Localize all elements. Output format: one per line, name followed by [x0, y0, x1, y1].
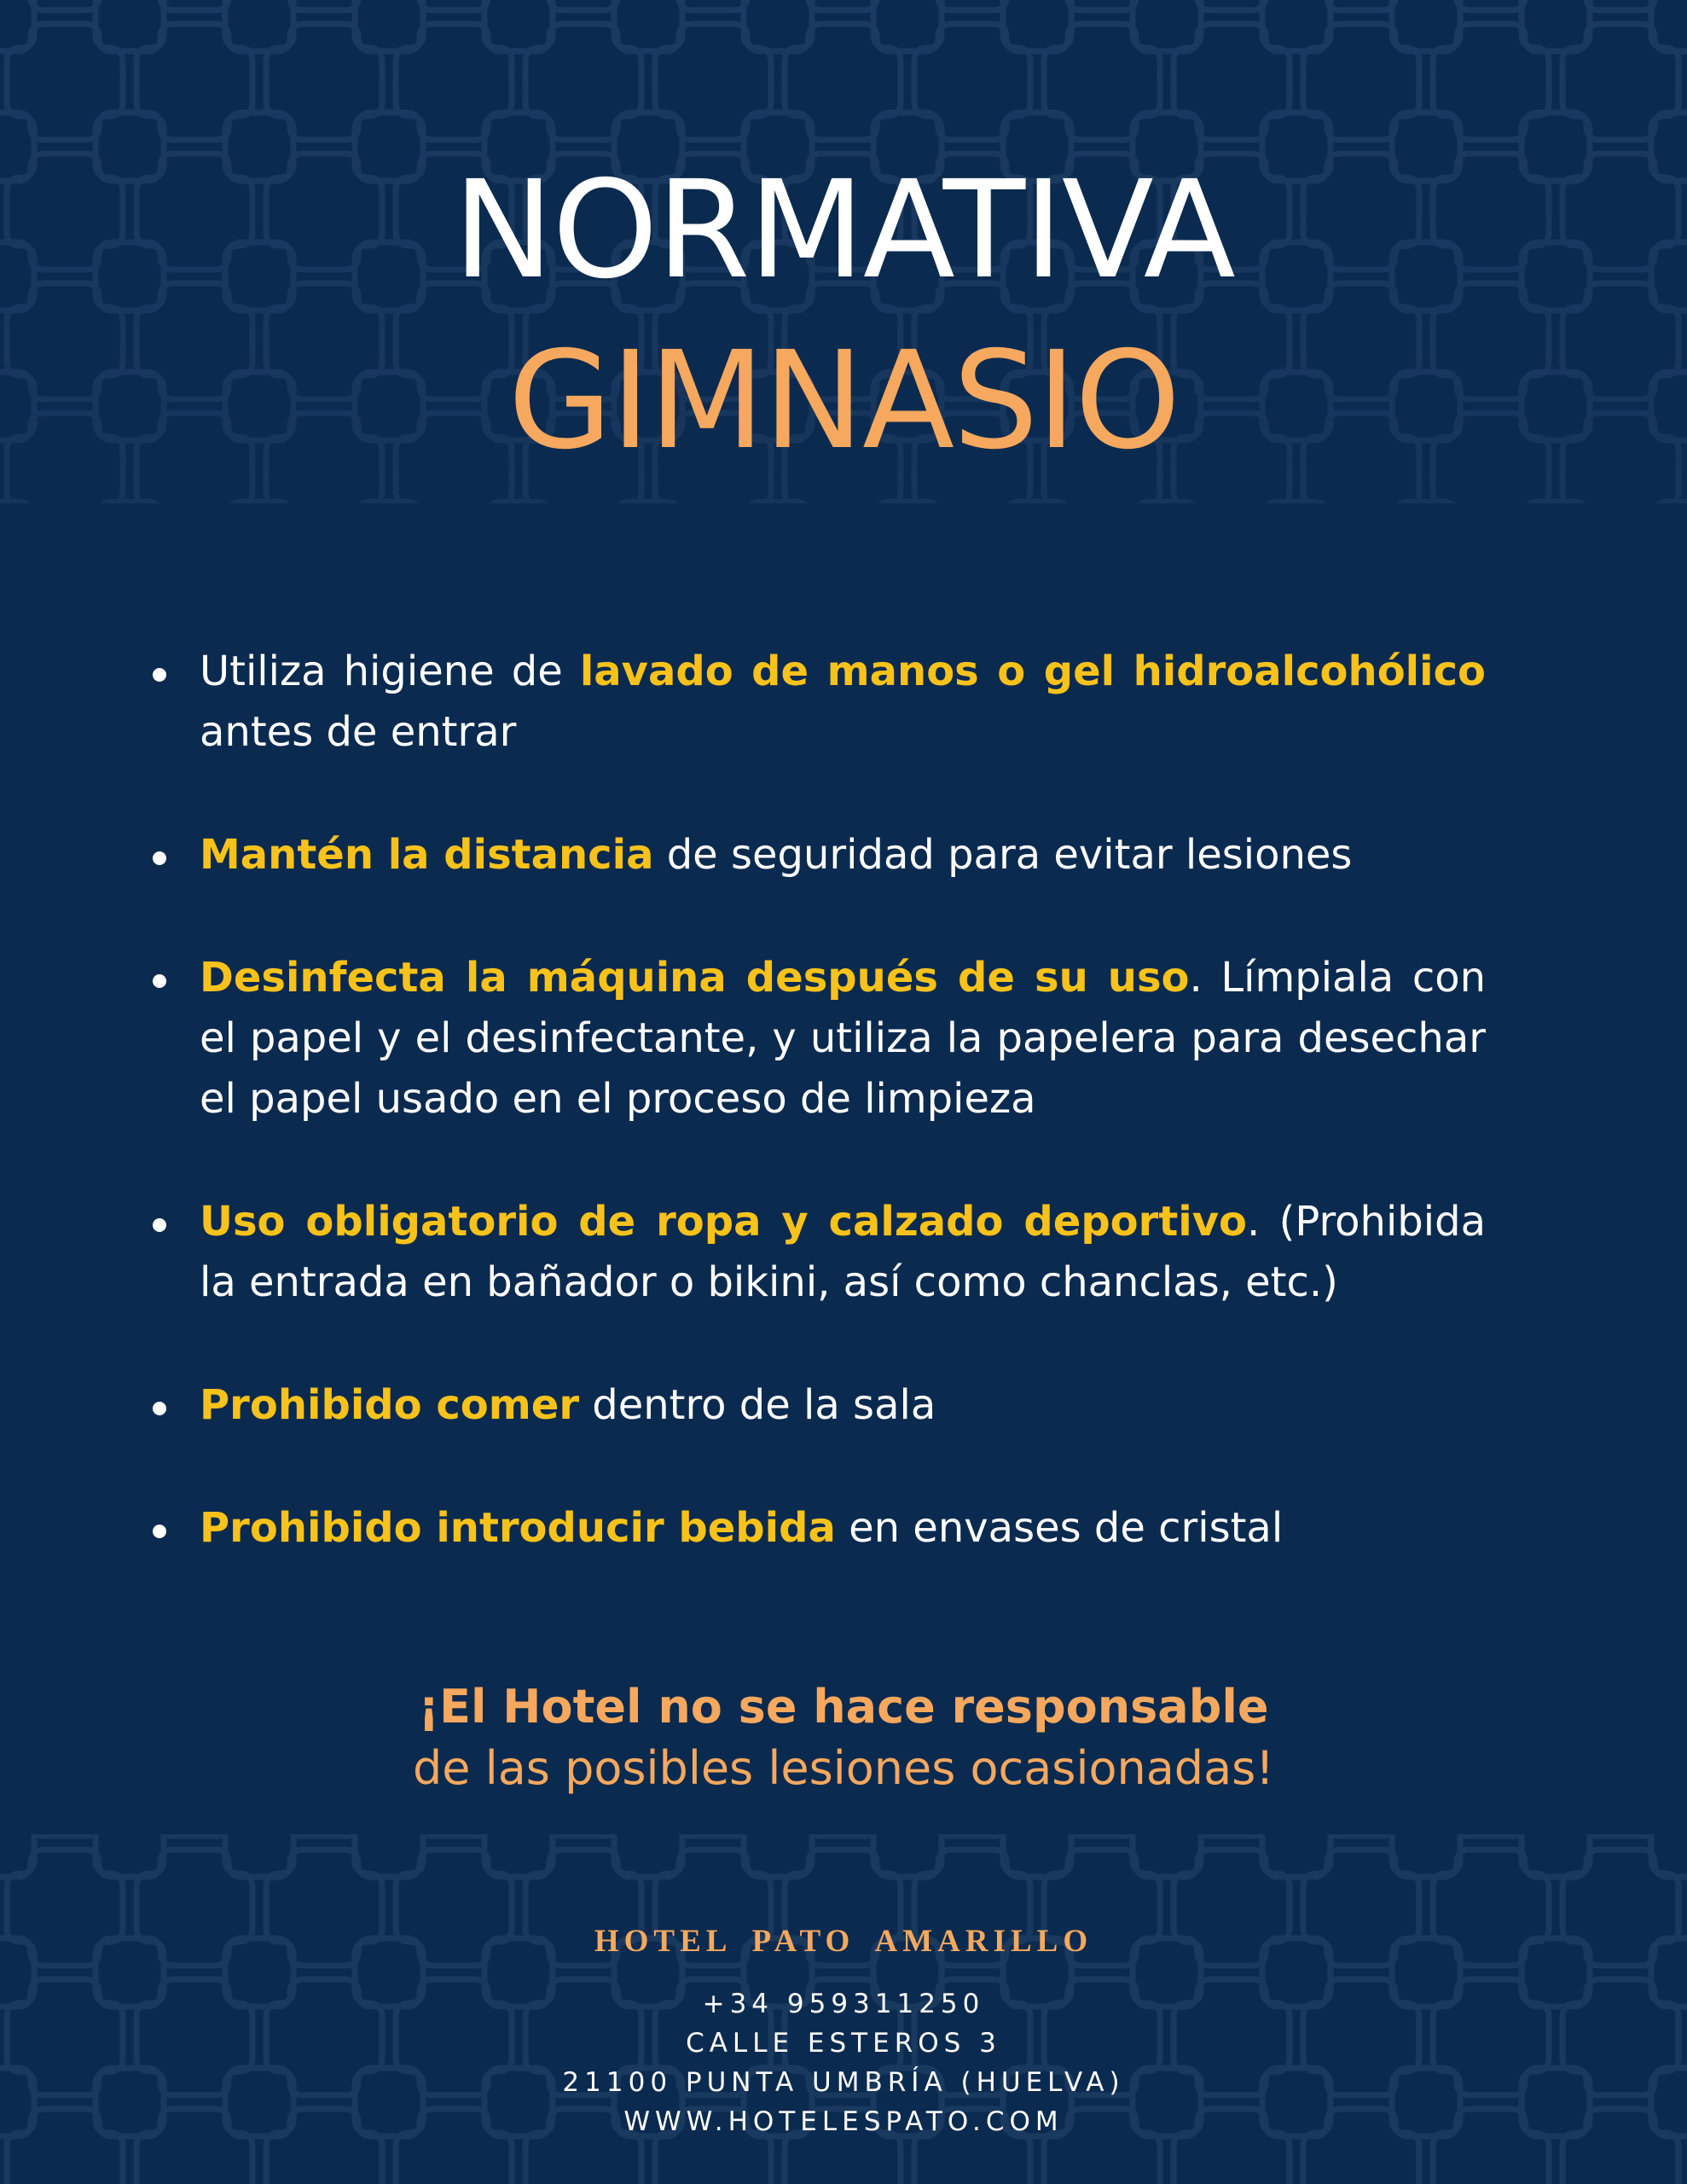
- rule-item-hand-hygiene: [142, 642, 1486, 763]
- rule-highlight: Mantén la distancia: [200, 831, 654, 879]
- page-title: [0, 154, 1687, 495]
- rules-list: [142, 642, 1486, 1621]
- bullet-icon: [153, 974, 166, 988]
- disclaimer: [0, 1676, 1687, 1799]
- rule-text-post: . Límpiala con el papel y el desinfectante, y utiliza la papelera para desechar el papel usado en el proceso de limpieza: [200, 954, 1486, 1123]
- footer: [0, 1918, 1687, 2141]
- rule-text-pre: Utiliza higiene de: [200, 648, 580, 695]
- rule-item-no-glass: [142, 1498, 1486, 1559]
- rule-item-disinfect: [142, 948, 1486, 1130]
- bullet-icon: [153, 1218, 166, 1232]
- disclaimer-line2: de las posibles lesiones ocasionadas!: [413, 1741, 1274, 1795]
- rule-text-post: . (Prohibida la entrada en bañador o bikini, así como chanclas, etc.): [200, 1198, 1486, 1306]
- disclaimer-line1: ¡El Hotel no se hace responsable: [418, 1680, 1269, 1734]
- bullet-icon: [153, 1525, 166, 1538]
- rule-highlight: Prohibido introducir bebida: [200, 1504, 836, 1552]
- rule-text-post: de seguridad para evitar lesiones: [653, 831, 1353, 879]
- rule-item-sportswear: [142, 1192, 1486, 1313]
- title-gimnasio: GIMNASIO: [507, 322, 1180, 479]
- rule-highlight: Uso obligatorio de ropa y calzado deportivo: [200, 1198, 1247, 1246]
- hotel-name: HOTEL PATO AMARILLO: [594, 1924, 1093, 1959]
- rule-highlight: Prohibido comer: [200, 1381, 579, 1429]
- hotel-street: CALLE ESTEROS 3: [686, 2028, 1001, 2059]
- bullet-icon: [153, 851, 166, 865]
- rule-text-post: en envases de cristal: [835, 1504, 1284, 1552]
- rule-item-distance: [142, 825, 1486, 886]
- hotel-website: WWW.HOTELESPATO.COM: [623, 2106, 1064, 2137]
- hotel-phone: +34 959311250: [702, 1989, 985, 2019]
- rule-text-post: antes de entrar: [200, 708, 517, 756]
- rule-text-post: dentro de la sala: [578, 1381, 936, 1429]
- rule-highlight: lavado de manos o gel hidroalcohólico: [579, 648, 1487, 695]
- title-normativa: NORMATIVA: [453, 152, 1234, 309]
- bullet-icon: [153, 668, 166, 682]
- rule-item-no-eating: [142, 1375, 1486, 1436]
- hotel-city: 21100 PUNTA UMBRÍA (HUELVA): [562, 2067, 1125, 2098]
- bullet-icon: [153, 1402, 166, 1415]
- rule-highlight: Desinfecta la máquina después de su uso: [200, 954, 1190, 1002]
